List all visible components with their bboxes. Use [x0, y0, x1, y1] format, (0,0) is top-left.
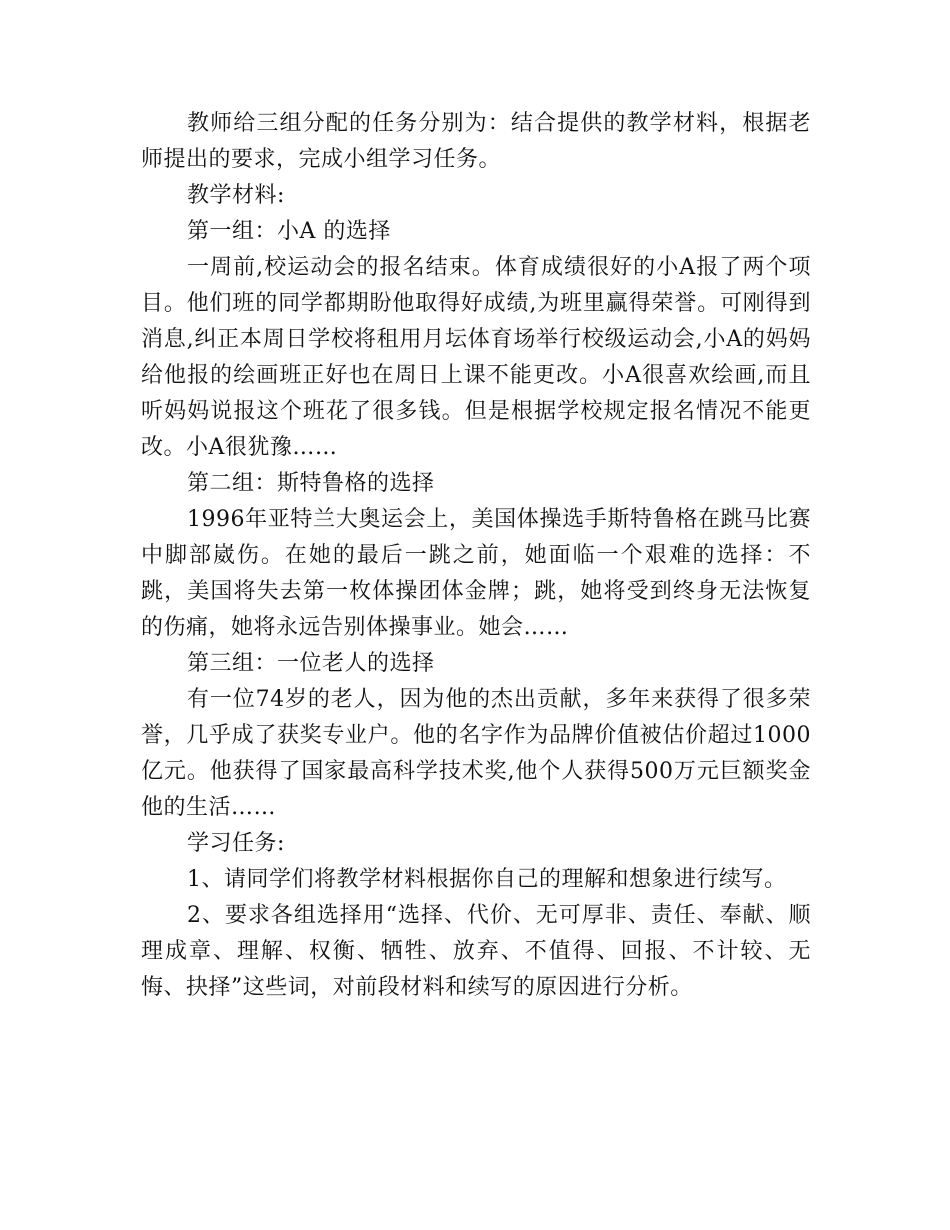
task-assignment-paragraph: 教师给三组分配的任务分别为：结合提供的教学材料，根据老师提出的要求，完成小组学习任务。	[141, 111, 811, 172]
group-three-story: 有一位74岁的老人，因为他的杰出贡献，多年来获得了很多荣誉，几乎成了获奖专业户。他的名字作为品牌价值被估价超过1000亿元。他获得了国家最高科学技术奖,他个人获得500万元巨额奖金他的生活……	[141, 687, 811, 820]
group-one-story: 一周前,校运动会的报名结束。体育成绩很好的小A报了两个项目。他们班的同学都期盼他取得好成绩,为班里赢得荣誉。可刚得到消息,纠正本周日学校将租用月坛体育场举行校级运动会,小A的妈妈给他报的绘画班正好也在周日上课不能更改。小A很喜欢绘画,而且听妈妈说报这个班花了很多钱。但是根据学校规定报名情况不能更改。小A很犹豫……	[141, 255, 811, 460]
learning-task-1: 1、请同学们将教学材料根据你自己的理解和想象进行续写。	[187, 867, 787, 892]
teaching-materials-heading: 教学材料:	[187, 183, 285, 208]
learning-task-2: 2、要求各组选择用“选择、代价、无可厚非、责任、奉献、顺理成章、理解、权衡、牺牲、放弃、不值得、回报、不计较、无悔、抉择”这些词，对前段材料和续写的原因进行分析。	[141, 903, 811, 1000]
group-three-heading: 第三组：一位老人的选择	[187, 651, 435, 676]
group-one-heading: 第一组：小A 的选择	[187, 219, 391, 244]
group-two-story: 1996年亚特兰大奥运会上，美国体操选手斯特鲁格在跳马比赛中脚部崴伤。在她的最后一跳之前，她面临一个艰难的选择：不跳，美国将失去第一枚体操团体金牌；跳，她将受到终身无法恢复的伤痛，她将永远告别体操事业。她会……	[141, 507, 811, 640]
group-two-heading: 第二组：斯特鲁格的选择	[187, 471, 435, 496]
learning-tasks-heading: 学习任务:	[187, 831, 285, 856]
document-page	[141, 106, 811, 1006]
